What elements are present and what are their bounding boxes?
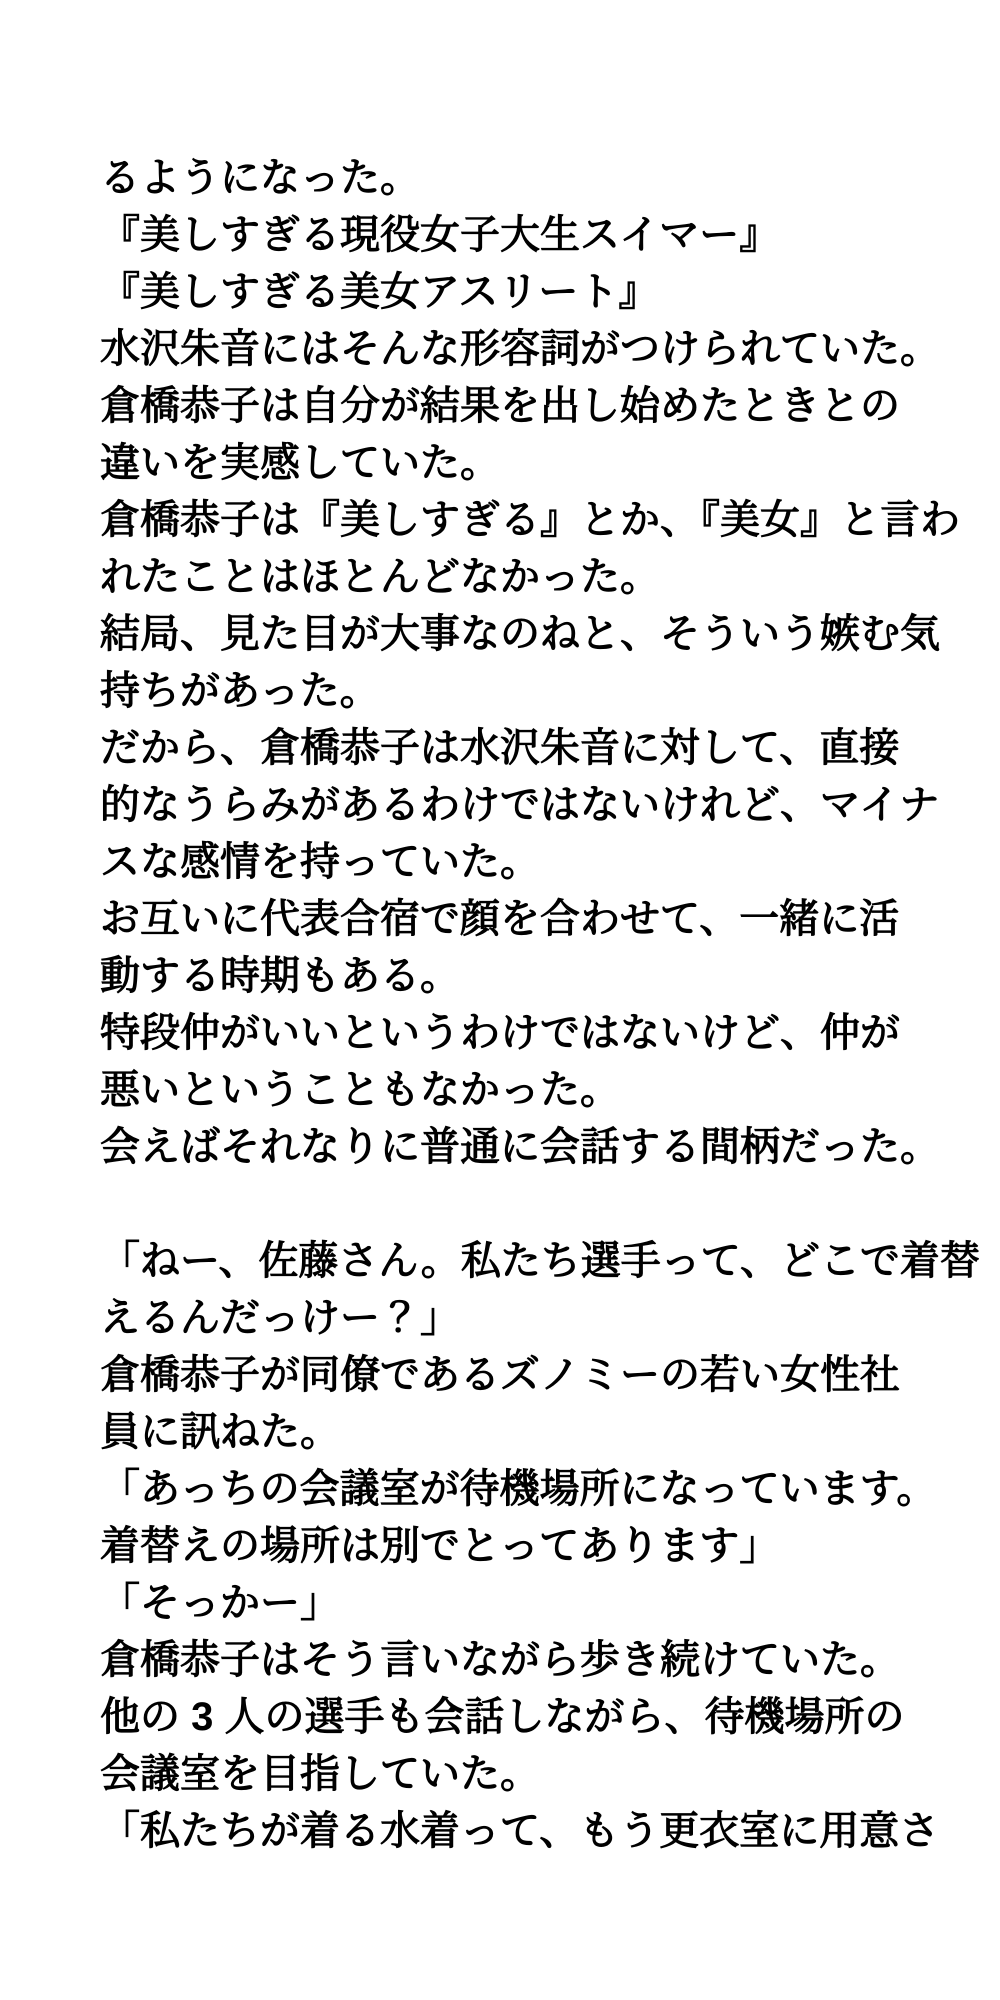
story-line: 「私たちが着る水着って、もう更衣室に用意さ bbox=[100, 1809, 940, 1853]
story-line: お互いに代表合宿で顔を合わせて、一緒に活 bbox=[100, 897, 900, 941]
story-line: 結局、見た目が大事なのねと、そういう嫉む気 bbox=[100, 612, 940, 656]
story-line: 員に訊ねた。 bbox=[100, 1410, 340, 1454]
story-line: 倉橋恭子は自分が結果を出し始めたときとの bbox=[100, 384, 900, 428]
story-line: スな感情を持っていた。 bbox=[100, 840, 540, 884]
story-line: 着替えの場所は別でとってあります」 bbox=[100, 1524, 780, 1568]
story-line: 特段仲がいいというわけではないけど、仲が bbox=[100, 1011, 900, 1055]
story-line: 倉橋恭子が同僚であるズノミーの若い女性社 bbox=[100, 1353, 900, 1397]
story-line: 倉橋恭子はそう言いながら歩き続けていた。 bbox=[100, 1638, 900, 1682]
story-line: るようになった。 bbox=[100, 156, 420, 200]
story-paragraph-break bbox=[100, 1176, 940, 1233]
story-line: 『美しすぎる現役女子大生スイマー』 bbox=[100, 213, 780, 257]
story-line: 「そっかー」 bbox=[100, 1581, 340, 1625]
story-line: 他の 3 人の選手も会話しながら、待機場所の bbox=[100, 1695, 905, 1739]
story-line: 倉橋恭子は『美しすぎる』とか、『美女』と言わ bbox=[100, 498, 960, 542]
story-line: 悪いということもなかった。 bbox=[100, 1068, 620, 1112]
story-line: 会議室を目指していた。 bbox=[100, 1752, 540, 1796]
story-line: 会えばそれなりに普通に会話する間柄だった。 bbox=[100, 1125, 940, 1169]
story-line: れたことはほとんどなかった。 bbox=[100, 555, 660, 599]
story-line: 持ちがあった。 bbox=[100, 669, 380, 713]
story-line: 『美しすぎる美女アスリート』 bbox=[100, 270, 659, 314]
story-line: 水沢朱音にはそんな形容詞がつけられていた。 bbox=[100, 327, 940, 371]
story-line: 違いを実感していた。 bbox=[100, 441, 500, 485]
story-line: えるんだっけー？」 bbox=[100, 1296, 460, 1340]
story-line: だから、倉橋恭子は水沢朱音に対して、直接 bbox=[100, 726, 900, 770]
story-line: 動する時期もある。 bbox=[100, 954, 460, 998]
story-line: 「ねー、佐藤さん。私たち選手って、どこで着替 bbox=[100, 1239, 980, 1283]
story-line: 「あっちの会議室が待機場所になっています。 bbox=[100, 1467, 937, 1511]
story-line: 的なうらみがあるわけではないけれど、マイナ bbox=[100, 783, 940, 827]
